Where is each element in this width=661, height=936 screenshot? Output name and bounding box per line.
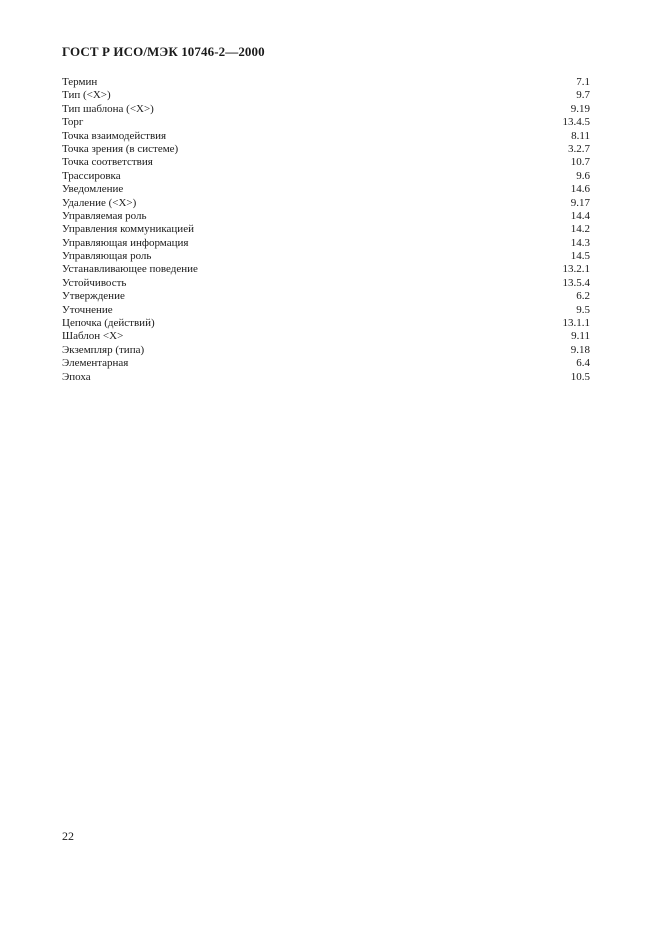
index-term: Точка соответствия — [62, 156, 153, 169]
index-term: Элементарная — [62, 357, 129, 370]
index-ref: 14.6 — [570, 183, 590, 196]
index-ref: 10.5 — [570, 370, 590, 383]
index-row — [62, 130, 590, 143]
index-ref: 14.2 — [570, 223, 590, 236]
index-ref: 13.2.1 — [562, 263, 590, 276]
index-row — [62, 170, 590, 183]
index-term: Управляемая роль — [62, 209, 147, 222]
index-term: Управления коммуникацией — [62, 223, 194, 236]
index-ref: 14.5 — [570, 250, 590, 263]
index-ref: 6.4 — [576, 357, 590, 370]
index-row — [62, 371, 590, 384]
index-term: Управляющая роль — [62, 250, 152, 263]
index-term: Устойчивость — [62, 276, 127, 289]
index-ref: 9.7 — [576, 89, 590, 102]
index-term: Экземпляр (типа) — [62, 343, 145, 356]
index-row — [62, 183, 590, 196]
index-row — [62, 357, 590, 370]
index-row — [62, 89, 590, 102]
index-row — [62, 116, 590, 129]
index-row — [62, 76, 590, 89]
index-row — [62, 344, 590, 357]
index-row — [62, 223, 590, 236]
index-ref: 6.2 — [576, 290, 590, 303]
index-list — [62, 76, 590, 384]
index-row — [62, 103, 590, 116]
index-row — [62, 237, 590, 250]
index-term: Уточнение — [62, 303, 113, 316]
index-term: Трассировка — [62, 169, 121, 182]
index-term: Точка взаимодействия — [62, 129, 167, 142]
index-term: Тип (<X>) — [62, 89, 111, 102]
index-row — [62, 250, 590, 263]
index-row — [62, 263, 590, 276]
index-row — [62, 290, 590, 303]
index-ref: 8.11 — [571, 129, 590, 142]
index-row — [62, 304, 590, 317]
index-term: Управляющая информация — [62, 236, 189, 249]
index-term: Цепочка (действий) — [62, 317, 155, 330]
index-row — [62, 156, 590, 169]
index-term: Шаблон <X> — [62, 330, 124, 343]
index-ref: 13.4.5 — [562, 116, 590, 129]
index-row — [62, 317, 590, 330]
index-row — [62, 277, 590, 290]
index-ref: 7.1 — [576, 76, 590, 88]
index-ref: 9.17 — [570, 196, 590, 209]
index-term: Удаление (<X>) — [62, 196, 137, 209]
index-ref: 13.1.1 — [562, 317, 590, 330]
index-term: Торг — [62, 116, 84, 129]
index-row — [62, 197, 590, 210]
index-ref: 14.4 — [570, 209, 590, 222]
page-number: 22 — [62, 829, 74, 843]
index-term: Эпоха — [62, 370, 91, 383]
index-row — [62, 330, 590, 343]
index-ref: 3.2.7 — [568, 142, 590, 155]
index-ref: 9.19 — [570, 102, 590, 115]
index-term: Утверждение — [62, 290, 125, 303]
index-ref: 9.6 — [576, 169, 590, 182]
index-term: Термин — [62, 76, 98, 88]
index-ref: 9.11 — [571, 330, 590, 343]
index-ref: 13.5.4 — [562, 276, 590, 289]
page-header-title: ГОСТ Р ИСО/МЭК 10746-2—2000 — [62, 44, 265, 59]
index-term: Тип шаблона (<X>) — [62, 102, 154, 115]
index-term: Точка зрения (в системе) — [62, 142, 179, 155]
index-row — [62, 143, 590, 156]
index-ref: 9.18 — [570, 343, 590, 356]
index-ref: 10.7 — [570, 156, 590, 169]
index-ref: 14.3 — [570, 236, 590, 249]
index-term: Устанавливающее поведение — [62, 263, 198, 276]
index-term: Уведомление — [62, 183, 124, 196]
index-ref: 9.5 — [576, 303, 590, 316]
index-row — [62, 210, 590, 223]
